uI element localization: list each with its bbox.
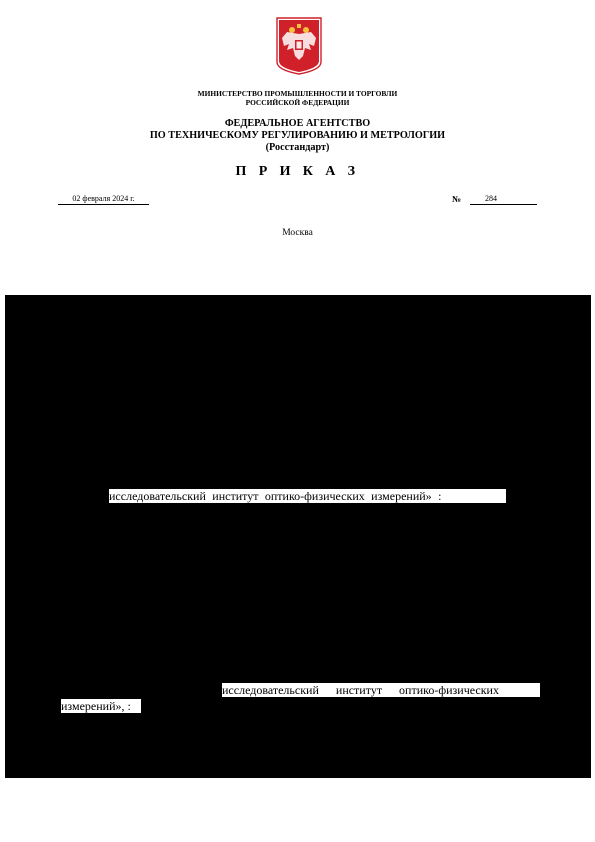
text-fragment-1: исследовательский институт оптико-физических измерений» : — [109, 489, 506, 503]
order-title: П Р И К А З — [235, 164, 360, 179]
order-date: 02 февраля 2024 г. — [58, 194, 149, 205]
agency-name-line2: ПО ТЕХНИЧЕСКОМУ РЕГУЛИРОВАНИЮ И МЕТРОЛОГИИ — [149, 130, 446, 141]
order-number: 284 — [485, 194, 497, 203]
ministry-name-line1: МИНИСТЕРСТВО ПРОМЫШЛЕННОСТИ И ТОРГОВЛИ — [197, 89, 398, 98]
ministry-name-line2: РОССИЙСКОЙ ФЕДЕРАЦИИ — [245, 98, 350, 107]
agency-name-line3: (Росстандарт) — [265, 142, 330, 153]
city-name: Москва — [282, 228, 313, 238]
coat-of-arms-icon — [275, 16, 323, 76]
agency-name-line1: ФЕДЕРАЛЬНОЕ АГЕНТСТВО — [224, 118, 371, 129]
order-number-field — [470, 194, 537, 205]
number-sign: № — [452, 194, 462, 204]
text-fragment-3: измерений», : — [61, 699, 141, 713]
text-fragment-2: исследовательский институт оптико-физических — [222, 683, 540, 697]
